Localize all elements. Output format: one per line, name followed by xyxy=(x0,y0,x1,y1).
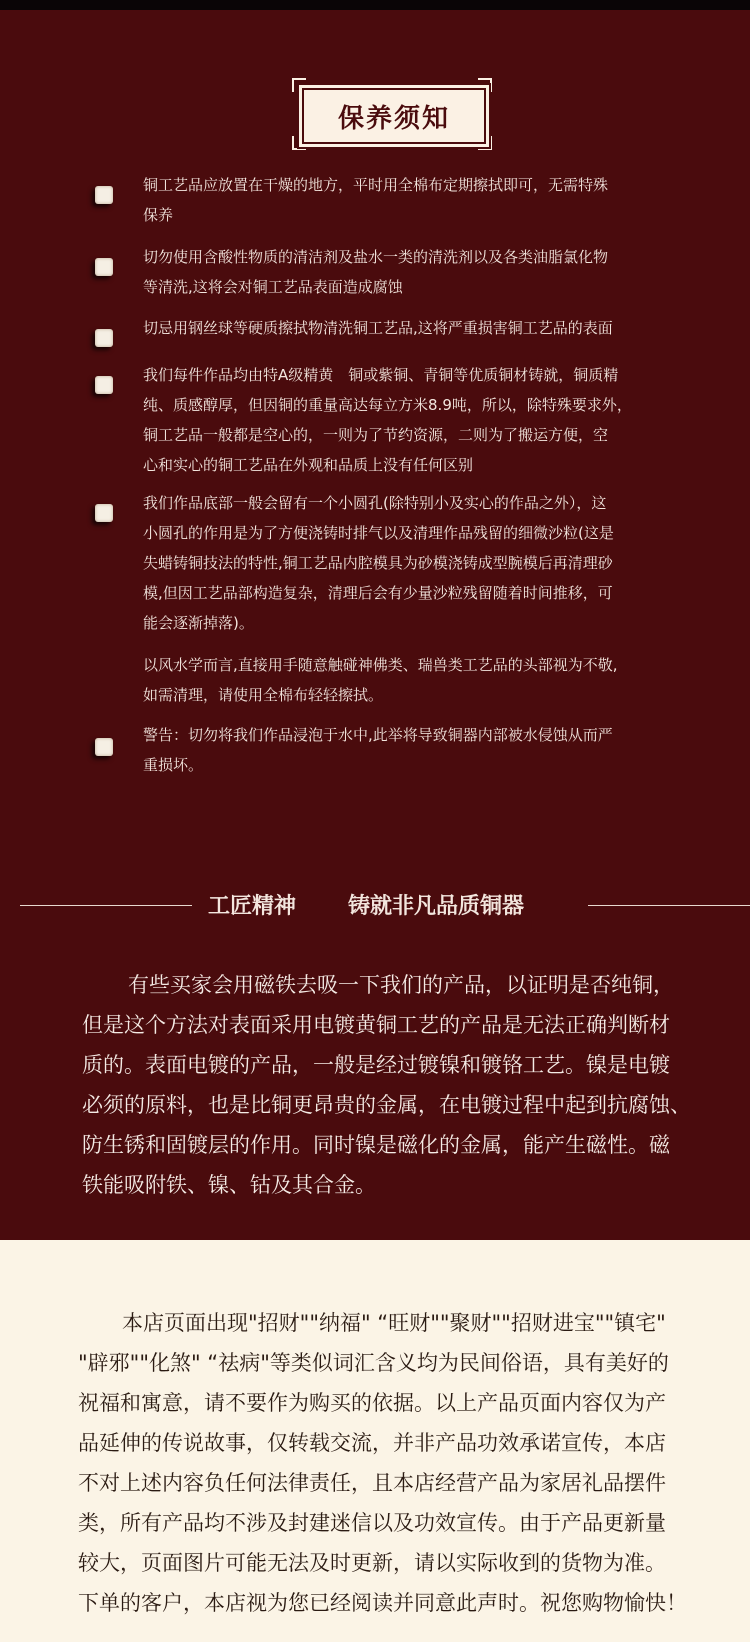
care-item-text xyxy=(143,313,673,343)
care-item-text xyxy=(143,170,673,230)
care-item-line: 重损坏。 xyxy=(143,756,204,774)
paragraph-line: "辟邪""化煞" “祛病"等类似词汇含义均为民间俗语，具有美好的 xyxy=(78,1351,669,1375)
care-item-line: 切忌用钢丝球等硬质擦拭物清洗铜工艺品,这将严重损害铜工艺品的表面 xyxy=(143,319,613,337)
care-item-text xyxy=(143,650,673,710)
care-item-line: 我们作品底部一般会留有一个小圆孔(除特别小及实心的作品之外），这 xyxy=(143,494,607,512)
care-item-line: 能会逐渐掉落)。 xyxy=(143,614,254,632)
care-item-text xyxy=(143,488,673,638)
paragraph-line: 本店页面出现"招财""纳福" “旺财""聚财""招财进宝""镇宅" xyxy=(122,1311,666,1335)
top-bar xyxy=(0,0,750,10)
paragraph-line: 防生锈和固镀层的作用。同时镍是磁化的金属，能产生磁性。磁 xyxy=(82,1133,670,1157)
checkbox-bullet-icon xyxy=(95,738,113,756)
care-item-line: 我们每件作品均由特A级精黄 铜或紫铜、青铜等优质铜材铸就，铜质精 xyxy=(143,366,619,384)
care-item-line: 警告：切勿将我们作品浸泡于水中,此举将导致铜器内部被水侵蚀从而严 xyxy=(143,726,613,744)
care-item-text xyxy=(143,720,673,780)
care-item-line: 心和实心的铜工艺品在外观和品质上没有任何区别 xyxy=(143,456,474,474)
slogan-divider xyxy=(0,885,750,925)
care-item-line: 失蜡铸铜技法的特性,铜工艺品内腔模具为砂模浇铸成型腕模后再清理砂 xyxy=(143,554,613,572)
paragraph-line: 有些买家会用磁铁去吸一下我们的产品，以证明是否纯铜， xyxy=(128,973,674,997)
checkbox-bullet-icon xyxy=(95,329,113,347)
paragraph-line: 必须的原料，也是比铜更昂贵的金属，在电镀过程中起到抗腐蚀、 xyxy=(82,1093,691,1117)
checkbox-bullet-icon xyxy=(95,258,113,276)
paragraph-line: 但是这个方法对表面采用电镀黄铜工艺的产品是无法正确判断材 xyxy=(82,1013,670,1037)
divider-line-right xyxy=(588,905,750,906)
disclaimer-paragraph xyxy=(78,1303,714,1623)
paragraph-line: 祝福和寓意，请不要作为购买的依据。以上产品页面内容仅为产 xyxy=(78,1391,666,1415)
paragraph-line: 质的。表面电镀的产品，一般是经过镀镍和镀铬工艺。镍是电镀 xyxy=(82,1053,670,1077)
checkbox-bullet-icon xyxy=(95,186,113,204)
care-item-text xyxy=(143,360,673,480)
paragraph-line: 下单的客户，本店视为您已经阅读并同意此声时。祝您购物愉快！ xyxy=(78,1591,687,1615)
title-badge xyxy=(292,78,492,150)
slogan-part1: 工匠精神 xyxy=(208,894,297,919)
page-title: 保养须知 xyxy=(302,88,486,144)
care-item-line: 如需清理，请使用全棉布轻轻擦拭。 xyxy=(143,686,384,704)
care-item-line: 切勿使用含酸性物质的清洁剂及盐水一类的清洗剂以及各类油脂氯化物 xyxy=(143,248,609,266)
paragraph-line: 较大，页面图片可能无法及时更新，请以实际收到的货物为准。 xyxy=(78,1551,666,1575)
care-item-line: 等清洗,这将会对铜工艺品表面造成腐蚀 xyxy=(143,278,403,296)
care-item-line: 铜工艺品一般都是空心的，一则为了节约资源，二则为了搬运方便，空 xyxy=(143,426,609,444)
checkbox-bullet-icon xyxy=(95,376,113,394)
divider-line-left xyxy=(20,905,192,906)
paragraph-line: 品延伸的传说故事，仅转载交流，并非产品功效承诺宣传，本店 xyxy=(78,1431,666,1455)
care-section xyxy=(0,10,750,1240)
care-item-text xyxy=(143,242,673,302)
magnet-paragraph xyxy=(82,965,722,1205)
paragraph-line: 不对上述内容负任何法律责任，且本店经营产品为家居礼品摆件 xyxy=(78,1471,666,1495)
care-item-line: 纯、质感醇厚，但因铜的重量高达每立方米8.9吨，所以，除特殊要求外， xyxy=(143,396,632,414)
care-item-line: 保养 xyxy=(143,206,174,224)
care-item-line: 铜工艺品应放置在干燥的地方，平时用全棉布定期擦拭即可，无需特殊 xyxy=(143,176,609,194)
paragraph-line: 类，所有产品均不涉及封建迷信以及功效宣传。由于产品更新量 xyxy=(78,1511,666,1535)
care-item-line: 模,但因工艺品部构造复杂，清理后会有少量沙粒残留随着时间推移，可 xyxy=(143,584,613,602)
care-item-line: 以风水学而言,直接用手随意触碰神佛类、瑞兽类工艺品的头部视为不敬, xyxy=(143,656,618,674)
slogan-part2: 铸就非凡品质铜器 xyxy=(348,894,525,919)
paragraph-line: 铁能吸附铁、镍、钴及其合金。 xyxy=(82,1173,376,1197)
care-item-line: 小圆孔的作用是为了方便浇铸时排气以及清理作品残留的细微沙粒(这是 xyxy=(143,524,614,542)
checkbox-bullet-icon xyxy=(95,504,113,522)
